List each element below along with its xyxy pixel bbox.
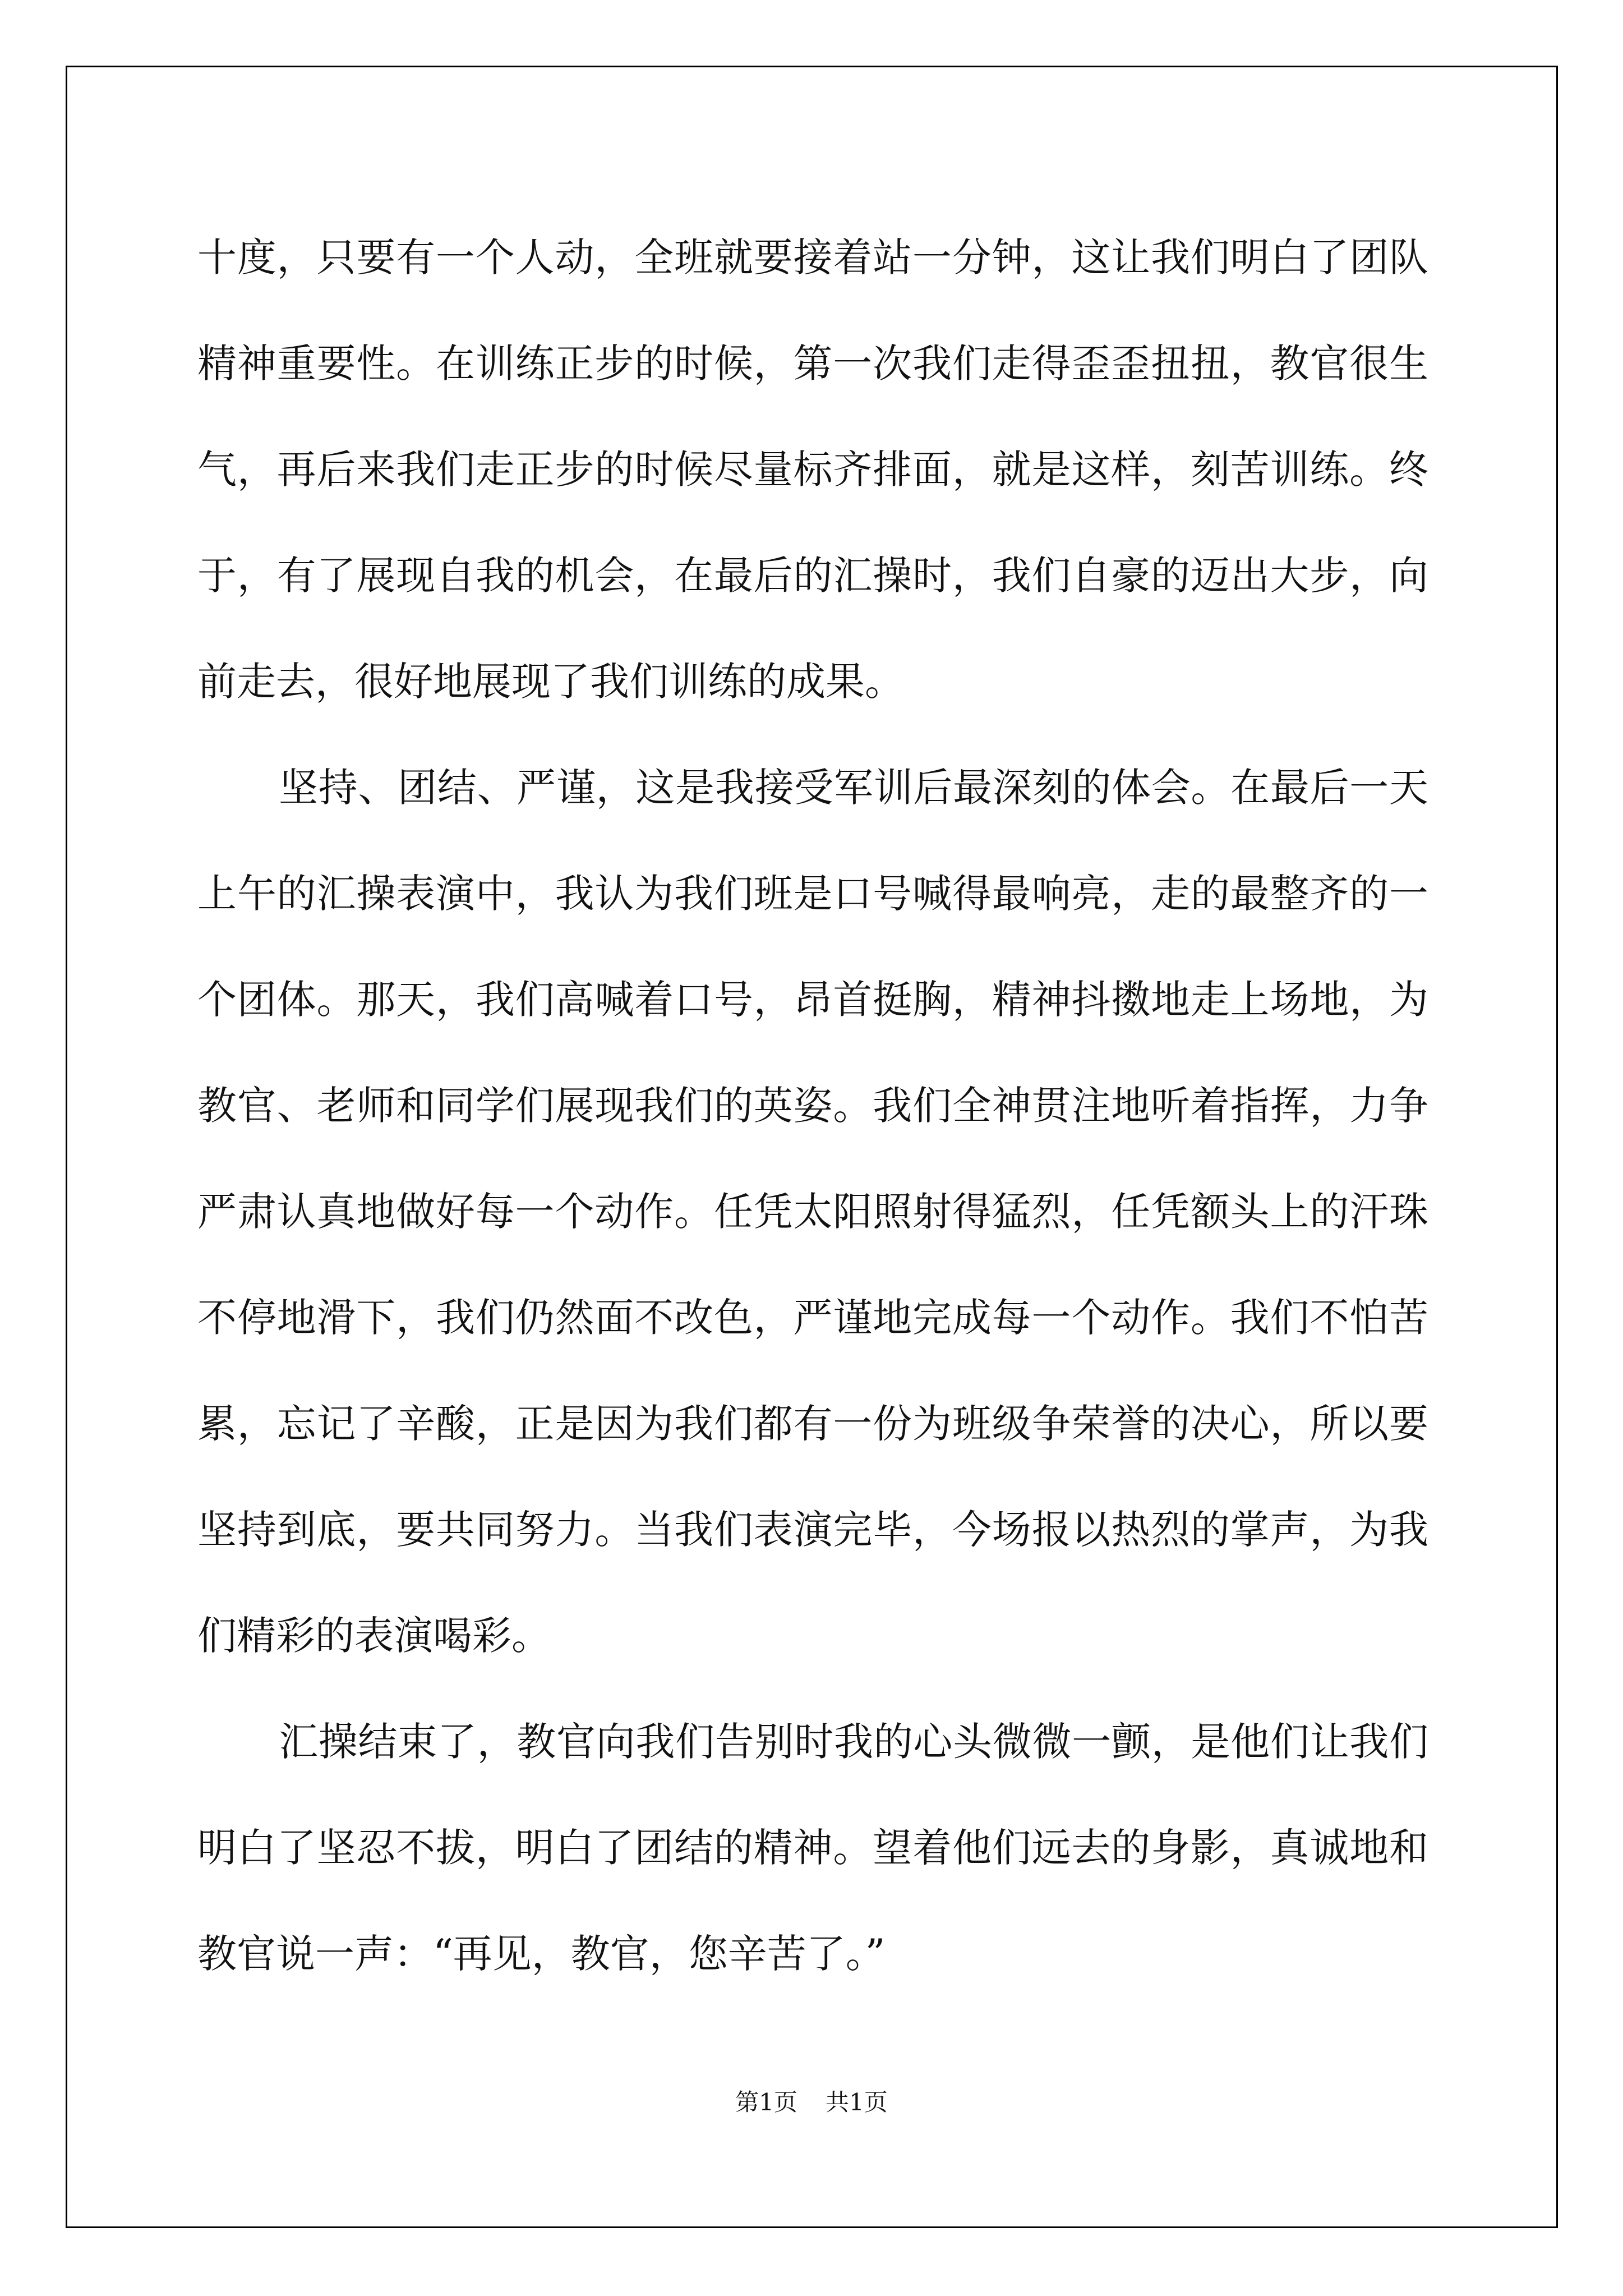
page-footer xyxy=(0,2084,1623,2118)
page-current-label: 第1页 xyxy=(735,2088,797,2116)
page-total-label: 共1页 xyxy=(826,2088,888,2116)
document-body xyxy=(197,205,1428,2007)
paragraph-2: 坚持、团结、严谨，这是我接受军训后最深刻的体会。在最后一天上午的汇操表演中，我认为我们班是口号喊得最响亮，走的最整齐的一个团体。那天，我们高喊着口号，昂首挺胸，精神抖擞地走上场地，为教官、老师和同学们展现我们的英姿。我们全神贯注地听着指挥，力争严肃认真地做好每一个动作。任凭太阳照射得猛烈，任凭额头上的汗珠不停地滑下，我们仍然面不改色，严谨地完成每一个动作。我们不怕苦累，忘记了辛酸，正是因为我们都有一份为班级争荣誉的决心，所以要坚持到底，要共同努力。当我们表演完毕，今场报以热烈的掌声，为我们精彩的表演喝彩。 xyxy=(197,765,1428,1659)
paragraph-3: 汇操结束了，教官向我们告别时我的心头微微一颤，是他们让我们明白了坚忍不拔，明白了团结的精神。望着他们远去的身影，真诚地和教官说一声：“再见，教官，您辛苦了。” xyxy=(197,1719,1428,1977)
paragraph-1: 十度，只要有一个人动，全班就要接着站一分钟，这让我们明白了团队精神重要性。在训练正步的时候，第一次我们走得歪歪扭扭，教官很生气，再后来我们走正步的时候尽量标齐排面，就是这样，刻苦训练。终于，有了展现自我的机会，在最后的汇操时，我们自豪的迈出大步，向前走去，很好地展现了我们训练的成果。 xyxy=(197,234,1428,705)
